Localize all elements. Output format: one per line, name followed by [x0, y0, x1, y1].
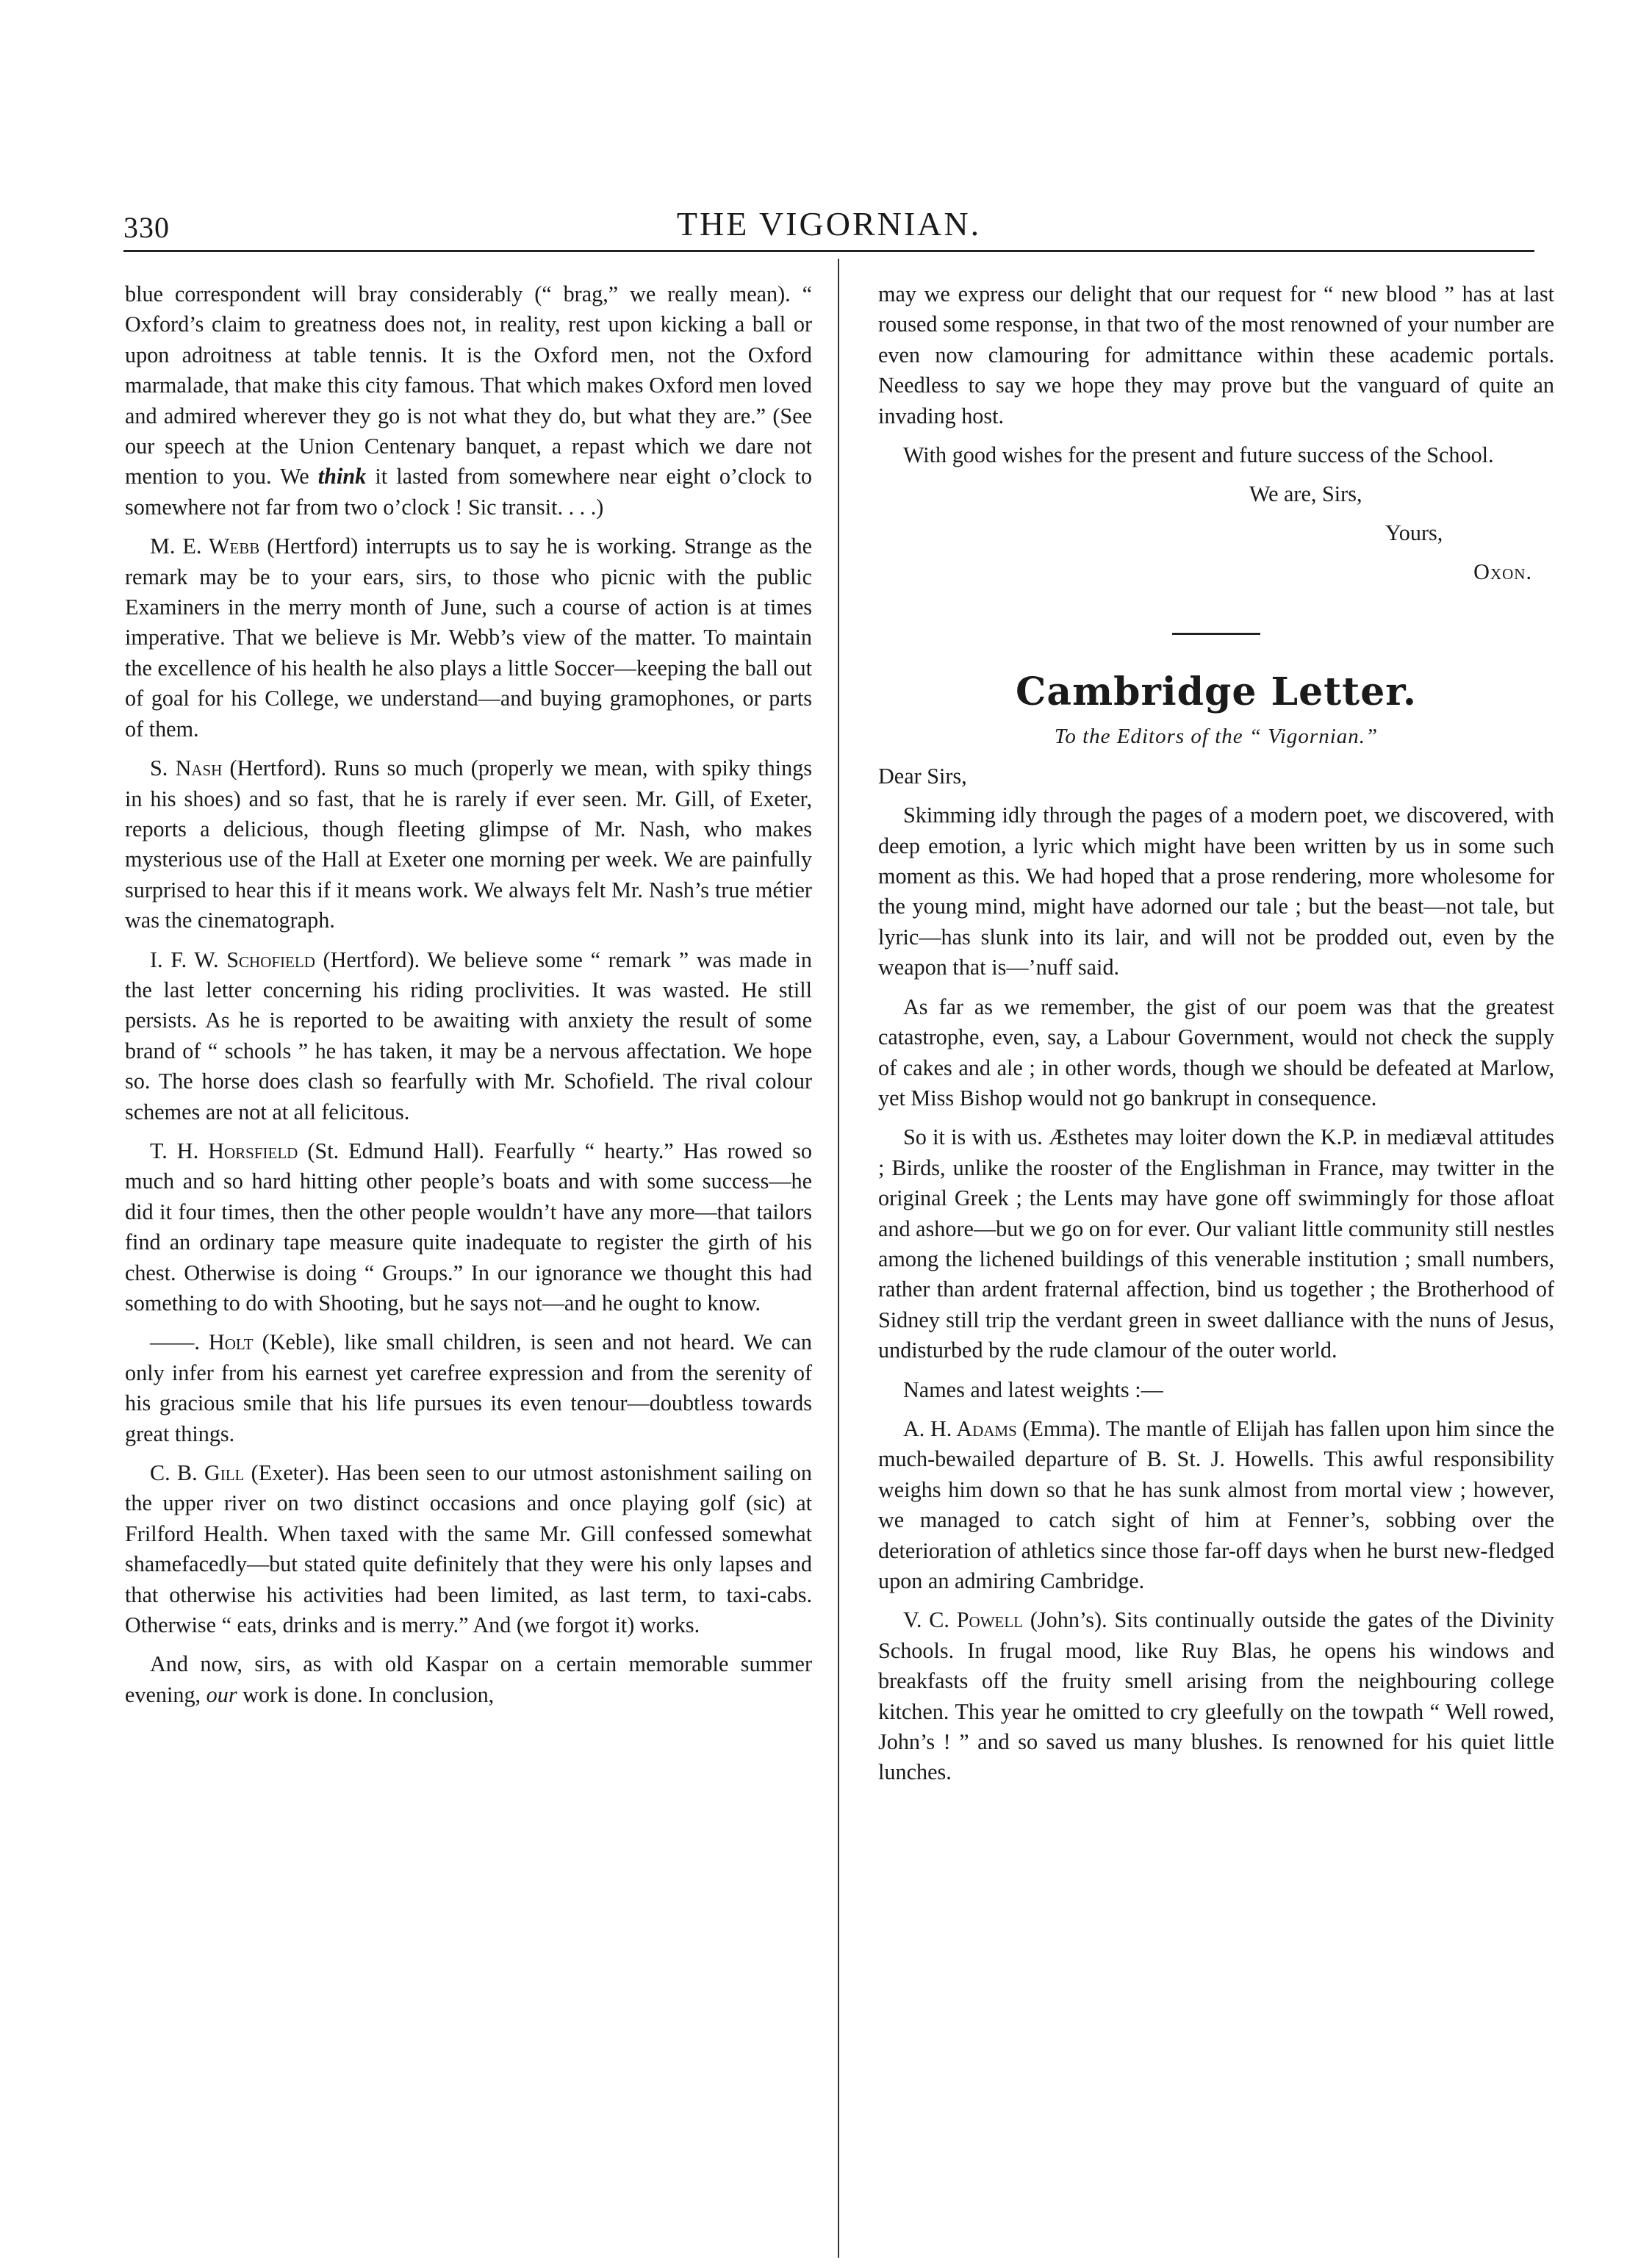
signature-line-1: We are, Sirs,: [1249, 481, 1362, 507]
emphasis-our: our: [206, 1682, 237, 1707]
oxford-closing-paragraph: may we express our delight that our request for “ new blood ” has at last roused some response, in that two of the most renowned of your number are even now clamouring for admittance within these academic portals. Needless to say we hope they may prove but the vanguard of quite an invading host.: [878, 281, 1554, 428]
cambridge-letter-title: Cambridge Letter.: [1015, 670, 1417, 715]
closing-paragraph: [125, 1649, 812, 1710]
paragraph-text: it lasted from somewhere near eight o’clock to somewhere not far from two o’clock ! Sic transit. . . .): [125, 464, 813, 520]
paragraph-text: blue correspondent will bray considerably (“ brag,” we really mean). “ Oxford’s claim to greatness does not, in reality, rest upon kicking a ball or upon adroitness at table tennis. It is the Oxford men, not the Oxford marmalade, that make this city famous. That which makes Oxford men loved and admired wherever they go is not what they do, but what they are.” (See our speech at the Union Centenary banquet, a repast which we dare not mention to you. We: [125, 281, 812, 489]
entry-schofield: [125, 945, 812, 1127]
salutation: Dear Sirs,: [878, 763, 967, 789]
entry-name: ——. Holt: [150, 1329, 254, 1355]
emphasis-think: think: [317, 464, 367, 489]
right-column: [878, 279, 1554, 1797]
names-weights-heading: Names and latest weights :—: [903, 1377, 1163, 1402]
entry-name: S. Nash: [150, 756, 223, 781]
cambridge-paragraph-1: Skimming idly through the pages of a modern poet, we discovered, with deep emotion, a lyric which might have been written by us in some such moment as this. We had hoped that a prose rendering, more wholesome for the young mind, might have adorned our tale ; but the beast—not tale, but lyric—has slunk into its lair, and will not be prodded out, even by the weapon that is—’nuff said.: [878, 803, 1554, 980]
entry-gill: [125, 1458, 812, 1640]
entry-text: (John’s). Sits continually outside the gates of the Divinity Schools. In frugal mood, like Ruy Blas, he opens his windows and breakfasts off the fruity smell arising from the neighbouring college kitchen. This year he omitted to cry gleefully on the towpath “ Well rowed, John’s ! ” and so saved us many blushes. Is renowned for his quiet little lunches.: [878, 1607, 1554, 1785]
entry-horsfield: [125, 1136, 812, 1318]
entry-webb: [125, 531, 812, 744]
page-header: [123, 204, 1534, 248]
entry-name: T. H. Horsfield: [150, 1138, 298, 1163]
paragraph-text: work is done. In conclusion,: [243, 1682, 495, 1707]
entry-nash: [125, 753, 812, 936]
entry-text: (Keble), like small children, is seen and not heard. We can only infer from his earnest yet carefree expression and from the serenity of his gracious smile that his life pursues its even tenour—doubtless towards great things.: [125, 1329, 812, 1446]
entry-text: (St. Edmund Hall). Fearfully “ hearty.” Has rowed so much and so hard hitting other people’s boats and with some success—he did it four times, then the other people wouldn’t have any more—that tailors find an ordinary tape measure quite inadequate to register the girth of his chest. Otherwise is doing “ Groups.” In our ignorance we thought this had something to do with Shooting, but he says not—and he ought to know.: [125, 1138, 812, 1316]
entry-text: (Emma). The mantle of Elijah has fallen upon him since the much-bewailed departure of B. St. J. Howells. This awful responsibility weighs him down so that he has sunk almost from mortal view ; however, we managed to catch sight of him at Fenner’s, sobbing over the deterioration of athletics since those far-off days when he burst new-fledged upon an admiring Cambridge.: [878, 1415, 1554, 1593]
left-column: [125, 279, 812, 1719]
journal-title: THE VIGORNIAN.: [676, 205, 982, 243]
signature-oxon: Oxon.: [1473, 559, 1532, 585]
entry-name: V. C. Powell: [903, 1607, 1024, 1633]
good-wishes-paragraph: With good wishes for the present and future success of the School.: [903, 442, 1494, 468]
cambridge-letter-subtitle: To the Editors of the “ Vigornian.”: [1054, 725, 1379, 749]
entry-text: (Hertford). We believe some “ remark ” was made in the last letter concerning his riding proclivities. It was wasted. He still persists. As he is reported to be awaiting with anxiety the result of some brand of “ schools ” he has taken, it may be a nervous affectation. We hope so. The horse does clash so fearfully with Mr. Schofield. The rival colour schemes are not at all felicitous.: [125, 947, 812, 1124]
entry-name: A. H. Adams: [903, 1415, 1017, 1441]
entry-text: (Hertford). Runs so much (properly we mean, with spiky things in his shoes) and so fast, that he is rarely if ever seen. Mr. Gill, of Exeter, reports a delicious, though fleeting glimpse of Mr. Nash, who makes mysterious use of the Hall at Exeter one morning per week. We are painfully surprised to hear this if it means work. We always felt Mr. Nash’s true métier was the cinematograph.: [125, 756, 813, 933]
entry-name: I. F. W. Schofield: [150, 947, 315, 972]
entry-text: (Hertford) interrupts us to say he is working. Strange as the remark may be to your ears, sirs, to those who picnic with the public Examiners in the merry month of June, such a course of action is at times imperative. That we believe is Mr. Webb’s view of the matter. To maintain the excellence of his health he also plays a little Soccer—keeping the ball out of goal for his College, we understand—and buying gramophones, or parts of them.: [125, 534, 813, 742]
entry-text: (Exeter). Has been seen to our utmost astonishment sailing on the upper river on two distinct occasions and once playing golf (sic) at Frilford Health. When taxed with the same Mr. Gill confessed somewhat shamefacedly—but stated quite definitely that they were his only lapses and that otherwise his activities had been limited, as last term, to taxi-cabs. Otherwise “ eats, drinks and is merry.” And (we forgot it) works.: [125, 1460, 812, 1638]
entry-adams: [878, 1414, 1554, 1596]
column-divider: [838, 259, 839, 2258]
entry-holt: [125, 1327, 812, 1449]
oxford-continuation-paragraph: [125, 279, 812, 523]
cambridge-paragraph-2: As far as we remember, the gist of our poem was that the greatest catastrophe, even, say, a Labour Government, would not check the supply of cakes and ale ; in other words, though we should be defeated at Marlow, yet Miss Bishop would not go bankrupt in consequence.: [878, 994, 1554, 1110]
header-rule: [123, 250, 1534, 252]
entry-powell: [878, 1605, 1554, 1787]
section-divider: [1172, 633, 1260, 635]
entry-name: M. E. Webb: [150, 534, 260, 559]
signature-line-2: Yours,: [1385, 520, 1443, 546]
page-number: 330: [123, 211, 170, 244]
paragraph-text: And now, sirs, as with old Kaspar on a certain memorable summer evening,: [125, 1651, 812, 1707]
cambridge-paragraph-3: So it is with us. Æsthetes may loiter down the K.P. in mediæval attitudes ; Birds, unlike the rooster of the Englishman in France, may twitter in the original Greek ; the Lents may have gone off swimmingly for those afloat and ashore—but we go on for ever. Our valiant little community still nestles among the lichened buildings of this venerable institution ; small numbers, rather than ardent fraternal affection, bind us together ; the Brotherhood of Sidney still trip the verdant green in sweet dalliance with the nuns of Jesus, undisturbed by the rude clamour of the outer world.: [878, 1124, 1554, 1363]
entry-name: C. B. Gill: [150, 1460, 245, 1486]
